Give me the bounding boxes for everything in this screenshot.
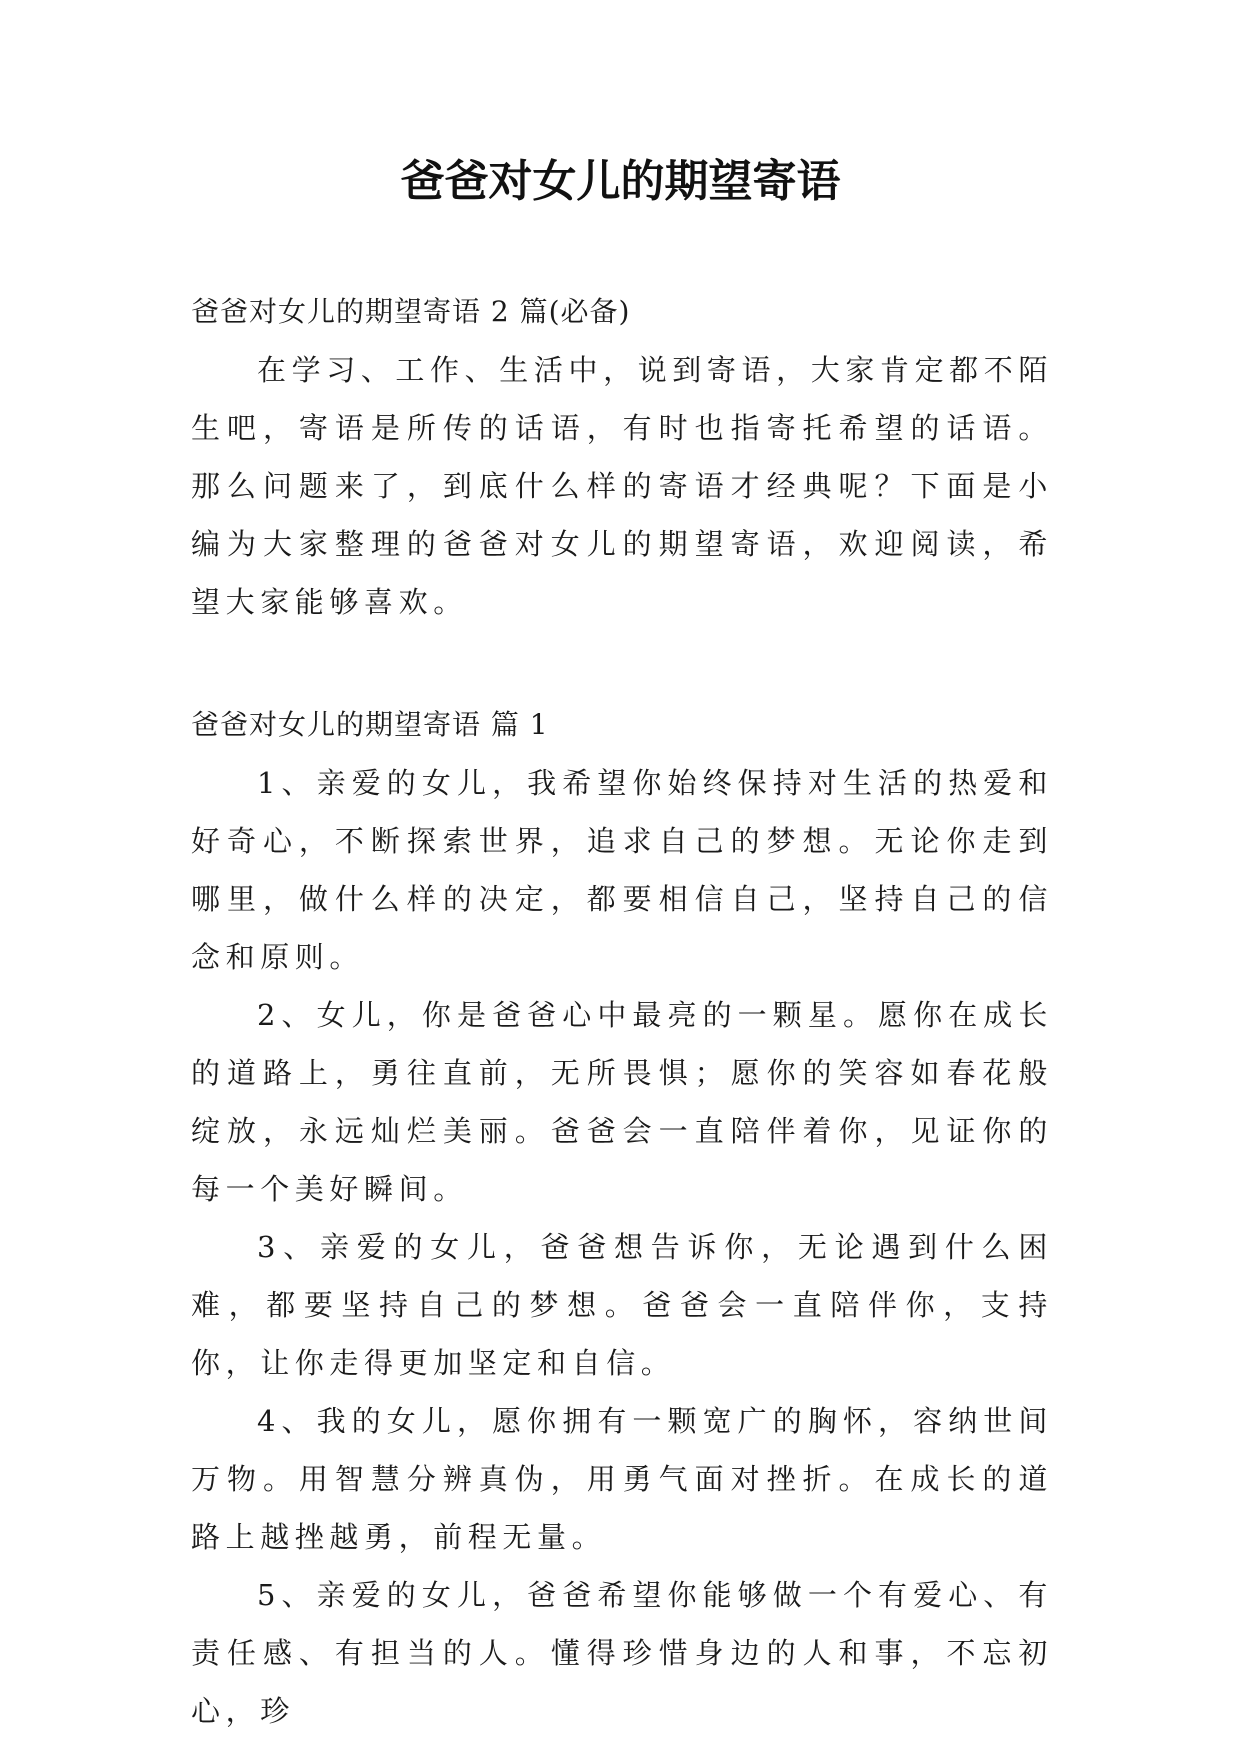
intro-paragraph: 在学习、工作、生活中，说到寄语，大家肯定都不陌生吧，寄语是所传的话语，有时也指寄托希望的话语。那么问题来了，到底什么样的寄语才经典呢？下面是小编为大家整理的爸爸对女儿的期望寄语，欢迎阅读，希望大家能够喜欢。 (191, 353, 1053, 619)
document-subtitle: 爸爸对女儿的期望寄语 2 篇(必备) (191, 295, 631, 328)
section-heading: 爸爸对女儿的期望寄语 篇 1 (191, 708, 549, 741)
document-body (191, 292, 1053, 1740)
message-paragraph-3: 3、亲爱的女儿，爸爸想告诉你，无论遇到什么困难，都要坚持自己的梦想。爸爸会一直陪伴你，支持你，让你走得更加坚定和自信。 (191, 1230, 1053, 1380)
message-paragraph-2: 2、女儿，你是爸爸心中最亮的一颗星。愿你在成长的道路上，勇往直前，无所畏惧；愿你的笑容如春花般绽放，永远灿烂美丽。爸爸会一直陪伴着你，见证你的每一个美好瞬间。 (191, 998, 1053, 1206)
document-title: 爸爸对女儿的期望寄语 (400, 156, 841, 207)
message-paragraph-5: 5、亲爱的女儿，爸爸希望你能够做一个有爱心、有责任感、有担当的人。懂得珍惜身边的人和事，不忘初心，珍 (191, 1578, 1053, 1728)
section-spacer (191, 631, 1053, 705)
message-paragraph-4: 4、我的女儿，愿你拥有一颗宽广的胸怀，容纳世间万物。用智慧分辨真伪，用勇气面对挫折。在成长的道路上越挫越勇，前程无量。 (191, 1404, 1053, 1554)
message-paragraph-1: 1、亲爱的女儿，我希望你始终保持对生活的热爱和好奇心，不断探索世界，追求自己的梦想。无论你走到哪里，做什么样的决定，都要相信自己，坚持自己的信念和原则。 (191, 766, 1053, 974)
